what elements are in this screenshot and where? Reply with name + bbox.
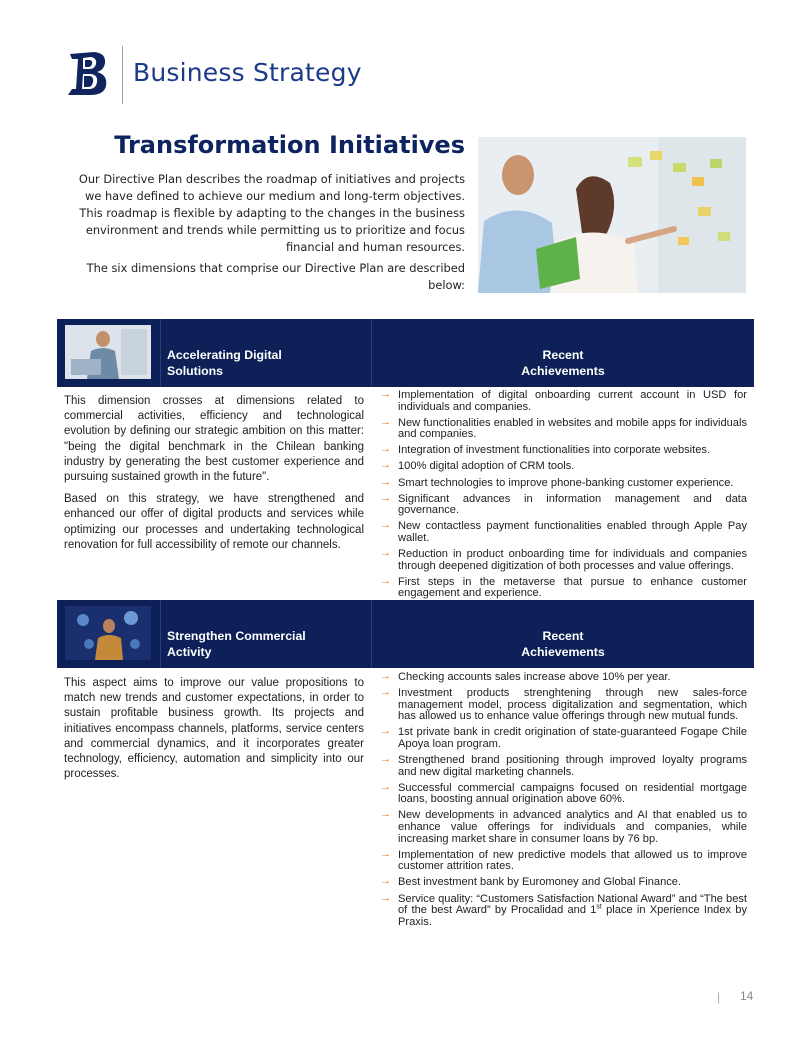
achievement-text: Smart technologies to improve phone-banking customer experience. bbox=[398, 476, 734, 489]
list-item bbox=[380, 475, 747, 490]
achievement-text: New contactless payment functionalities enabled through Apple Pay wallet. bbox=[398, 520, 747, 544]
description-paragraph: This aspect aims to improve our value propositions to match new trends and customer expectations, in order to sustain profitable business growth. Its projects and initiatives encompass channels, platforms, service centers and commercial dynamics, and it incorporates greater technology, efficiency, automation and simplicity into our processes. bbox=[64, 677, 364, 781]
arrow-icon: → bbox=[380, 670, 391, 682]
achievement-text: Checking accounts sales increase above 10% per year. bbox=[398, 671, 671, 683]
bank-logo bbox=[64, 48, 110, 98]
arrow-icon: → bbox=[380, 780, 391, 793]
section-title-line: Strengthen Commercial bbox=[167, 629, 306, 643]
header-divider bbox=[122, 46, 123, 104]
achievement-text: Reduction in product onboarding time for individuals and companies through deepened digitization of both processes and value offerings. bbox=[398, 548, 747, 572]
list-item bbox=[380, 891, 747, 929]
achievement-text: New developments in advanced analytics and AI that enabled us to enhance value offerings for individuals and companies, while increasing market share in consumer loans by 76 bp. bbox=[398, 809, 747, 845]
arrow-icon: → bbox=[380, 388, 391, 400]
achievement-text: Investment products strenghtening through new sales-force management model, process digitalization and segmentation, which has allowed us to enhance value offerings through new mutual funds. bbox=[398, 687, 747, 723]
arrow-icon: → bbox=[380, 475, 391, 488]
section-title-commercial bbox=[167, 628, 367, 660]
achievement-text: Significant advances in information management and data governance. bbox=[398, 492, 747, 517]
arrow-icon: → bbox=[380, 574, 391, 587]
arrow-icon: → bbox=[380, 847, 391, 860]
arrow-icon: → bbox=[380, 875, 391, 888]
list-item bbox=[380, 780, 747, 806]
list-item bbox=[380, 810, 747, 845]
arrow-icon: → bbox=[380, 725, 391, 738]
page-header-title: Business Strategy bbox=[133, 58, 362, 87]
page-number: 14 bbox=[740, 989, 754, 1003]
digital-solutions-photo bbox=[65, 325, 151, 379]
list-item bbox=[380, 415, 747, 441]
list-item bbox=[380, 549, 747, 572]
achievement-text-part: place in Xperience Index by Praxis. bbox=[398, 904, 747, 928]
section-description bbox=[64, 394, 364, 560]
achievement-text: 100% digital adoption of CRM tools. bbox=[398, 460, 575, 473]
heading-line: Recent bbox=[542, 348, 584, 362]
section-title-digital bbox=[167, 347, 367, 379]
arrow-icon: → bbox=[380, 459, 391, 472]
list-item bbox=[380, 688, 747, 723]
band-divider bbox=[160, 600, 161, 668]
list-item bbox=[380, 574, 747, 600]
arrow-icon: → bbox=[380, 547, 391, 560]
heading-line: Recent bbox=[542, 629, 584, 643]
commercial-activity-photo bbox=[65, 606, 151, 660]
heading-line: Achievements bbox=[521, 645, 605, 659]
section-title-line: Accelerating Digital bbox=[167, 348, 282, 362]
arrow-icon: → bbox=[380, 686, 391, 699]
list-item bbox=[380, 521, 747, 544]
achievement-text: Implementation of digital onboarding current account in USD for individuals and companies. bbox=[398, 389, 747, 413]
achievement-text: Integration of investment functionalities into corporate websites. bbox=[398, 444, 711, 457]
list-item bbox=[380, 755, 747, 778]
arrow-icon: → bbox=[380, 891, 391, 904]
ordinal-superscript: st bbox=[596, 903, 602, 911]
list-item bbox=[380, 727, 747, 750]
achievement-text: Best investment bank by Euromoney and Global Finance. bbox=[398, 876, 682, 889]
achievements-list bbox=[380, 672, 747, 933]
description-paragraph: Based on this strategy, we have strengthened and enhanced our offer of digital products and services while optimizing our processes and undertaking technological renovation for full accessibility of remote our channels. bbox=[64, 493, 364, 551]
list-item bbox=[380, 847, 747, 873]
arrow-icon: → bbox=[380, 519, 391, 532]
intro-paragraph: Our Directive Plan describes the roadmap of initiatives and projects we have defined to achieve our medium and long-term objectives. This roadmap is flexible by adapting to the changes in the business environment and trends while permitting us to prioritize and focus financial and human resources. bbox=[78, 172, 465, 254]
achievement-text: Implementation of new predictive models that allowed us to improve customer attrition rates. bbox=[398, 848, 747, 873]
arrow-icon: → bbox=[380, 491, 391, 504]
section-title: Transformation Initiatives bbox=[114, 131, 465, 159]
arrow-icon: → bbox=[380, 808, 391, 821]
section-title-line: Activity bbox=[167, 645, 212, 659]
team-meeting-photo bbox=[478, 137, 746, 293]
recent-achievements-heading bbox=[372, 347, 754, 379]
footer-separator: | bbox=[717, 990, 721, 1004]
achievement-text bbox=[398, 893, 747, 928]
list-item bbox=[380, 390, 747, 413]
achievement-text: 1st private bank in credit origination of state-guaranteed Fogape Chile Apoya loan program. bbox=[398, 726, 747, 750]
section-title-line: Solutions bbox=[167, 364, 224, 378]
heading-line: Achievements bbox=[521, 364, 605, 378]
achievement-text: New functionalities enabled in websites and mobile apps for individuals and companies. bbox=[398, 416, 747, 441]
band-divider bbox=[160, 319, 161, 387]
description-paragraph: This dimension crosses at dimensions related to commercial activities, efficiency and technological evolution by defining our strategic ambition on this matter: "being the digital benchmark in the Chilean banking industry by generating the best customer experience and pursuing sustained growth in the future". bbox=[64, 395, 364, 484]
list-item bbox=[380, 445, 747, 457]
section-header-digital bbox=[57, 319, 754, 387]
achievement-text: Successful commercial campaigns focused on residential mortgage loans, boosting annual origination above 60%. bbox=[398, 781, 747, 806]
list-item bbox=[380, 461, 747, 473]
arrow-icon: → bbox=[380, 415, 391, 428]
achievement-text: Strengthened brand positioning through improved loyalty programs and new digital marketing channels. bbox=[398, 754, 747, 778]
arrow-icon: → bbox=[380, 753, 391, 766]
achievement-text: First steps in the metaverse that pursue to enhance customer engagement and experience. bbox=[398, 575, 747, 600]
arrow-icon: → bbox=[380, 443, 391, 456]
section-description bbox=[64, 676, 364, 789]
list-item bbox=[380, 672, 747, 684]
intro-paragraph: The six dimensions that comprise our Directive Plan are described below: bbox=[86, 261, 465, 292]
list-item bbox=[380, 491, 747, 517]
list-item bbox=[380, 877, 747, 889]
section-header-commercial bbox=[57, 600, 754, 668]
achievement-text-part: Service quality: “Customers Satisfaction National Award” and “The best of the best Award” by Procalidad and 1 bbox=[398, 892, 747, 917]
recent-achievements-heading bbox=[372, 628, 754, 660]
achievements-list bbox=[380, 390, 747, 604]
